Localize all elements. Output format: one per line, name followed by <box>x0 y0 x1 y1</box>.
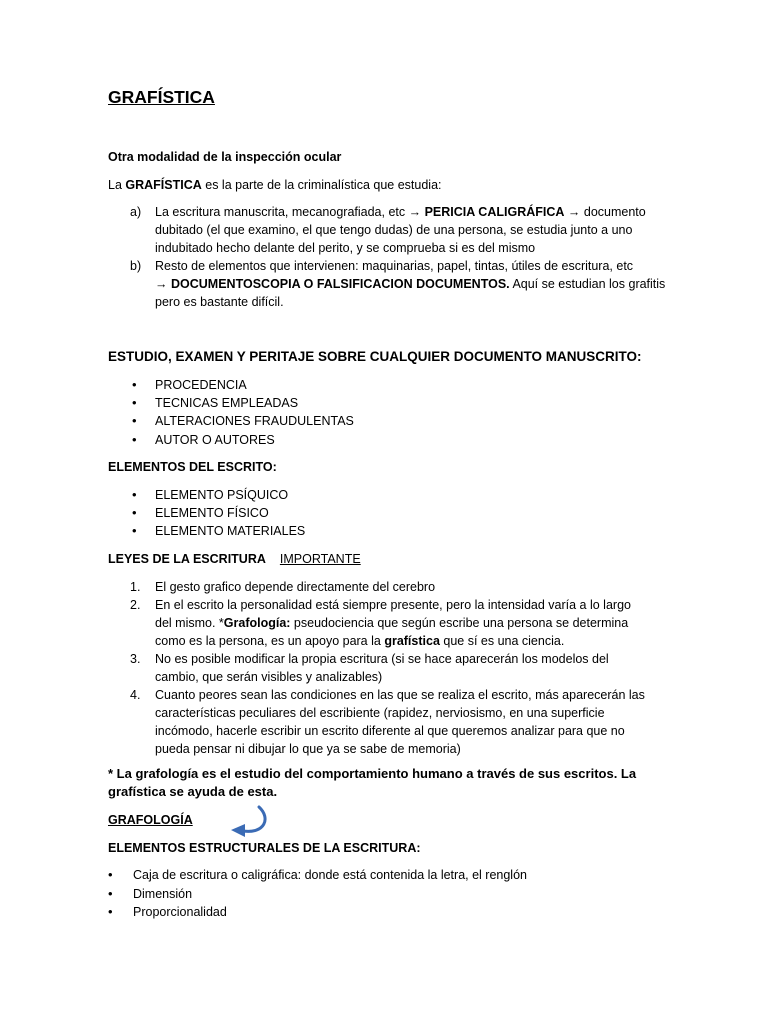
list-item <box>108 431 354 449</box>
list-item-line: En el escrito la personalidad está siempre presente, pero la intensidad varía a lo largo <box>155 598 631 612</box>
list-item <box>108 903 527 922</box>
bullet-icon: • <box>132 505 137 521</box>
bold-text: Grafología: <box>223 616 291 630</box>
list-item-line <box>155 614 668 632</box>
note-line: grafística se ayuda de esta. <box>108 784 278 799</box>
subtitle: Otra modalidad de la inspección ocular <box>108 150 342 164</box>
alpha-item <box>108 257 668 311</box>
list-item <box>108 486 305 504</box>
bullet-icon: • <box>132 413 137 429</box>
alpha-item <box>108 203 668 257</box>
list-item-line: incómodo, hacerle escribir un escrito diferente al que queremos analizar para que no <box>155 724 625 738</box>
intro-paragraph <box>108 176 442 194</box>
list-item <box>108 394 354 412</box>
list-item-line: cambio, que serán visibles y analizables) <box>155 670 383 684</box>
alpha-item-line <box>155 275 668 293</box>
alpha-item-line: Resto de elementos que intervienen: maquinarias, papel, tintas, útiles de escritura, etc <box>155 259 634 273</box>
list-item-text: Dimensión <box>133 886 193 901</box>
list-item <box>108 596 668 650</box>
heading-text: LEYES DE LA ESCRITURA <box>108 552 266 566</box>
page-title: GRAFÍSTICA <box>108 87 215 107</box>
note-paragraph <box>108 765 668 801</box>
bullet-icon: • <box>108 885 113 901</box>
list-item <box>108 885 527 904</box>
list-marker: a) <box>130 205 142 219</box>
text: pseudociencia que según escribe una persona se determina <box>290 616 629 630</box>
bullet-icon: • <box>108 867 113 882</box>
list-marker: b) <box>130 259 142 273</box>
bullet-icon: • <box>132 523 137 539</box>
bold-text: DOCUMENTOSCOPIA O FALSIFICACION DOCUMENTOS. <box>170 277 510 291</box>
bullet-icon: • <box>132 377 137 392</box>
alpha-item-line: pero es bastante difícil. <box>155 295 284 309</box>
list-marker: 4. <box>130 688 141 702</box>
alpha-item-line <box>155 203 668 221</box>
bold-text: grafística <box>384 634 440 648</box>
section-heading-elementos: ELEMENTOS DEL ESCRITO: <box>108 460 277 474</box>
list-item <box>108 650 668 686</box>
note-line: * La grafología es el estudio del comportamiento humano a través de sus escritos. La <box>108 766 637 781</box>
list-item-text: ELEMENTO PSÍQUICO <box>155 488 289 502</box>
list-item <box>108 504 305 522</box>
alpha-item-line: indubitado hecho delante del perito, y se comprueba si es del mismo <box>155 241 536 255</box>
list-item-line <box>155 632 668 650</box>
curved-arrow-icon <box>225 804 275 840</box>
list-item <box>108 412 354 430</box>
intro-text-bold: GRAFÍSTICA <box>125 178 202 192</box>
list-item-text: Proporcionalidad <box>133 905 227 919</box>
bullet-icon: • <box>108 904 113 919</box>
alpha-list <box>108 203 668 311</box>
list-item-text: ELEMENTO FÍSICO <box>155 506 269 521</box>
list-item-text: ELEMENTO MATERIALES <box>155 524 306 539</box>
text: → documento <box>564 205 646 219</box>
bold-text: PERICIA CALIGRÁFICA <box>424 205 565 219</box>
list-item-text: ALTERACIONES FRAUDULENTAS <box>155 414 354 429</box>
list-item <box>108 686 668 758</box>
bullet-icon: • <box>132 431 137 447</box>
list-item <box>108 866 527 885</box>
text: como es la persona, es un apoyo para la <box>155 634 385 648</box>
arrow-icon: → <box>155 277 171 291</box>
bullet-list-elementos <box>108 486 305 541</box>
text: La escritura manuscrita, mecanografiada, etc <box>155 205 409 219</box>
list-item-line: características peculiares del escribiente (rapidez, nerviosismo, en una superficie <box>155 706 605 720</box>
bullet-list-estudio <box>108 376 354 449</box>
list-marker: 3. <box>130 652 141 666</box>
list-item <box>108 376 354 394</box>
list-item <box>108 522 305 540</box>
text: que sí es una ciencia. <box>439 634 565 648</box>
list-item-line: pueda pensar ni dibujar lo que ya se sabe de memoria) <box>155 742 461 756</box>
arrow-icon: → <box>408 205 425 219</box>
list-item-line: El gesto grafico depende directamente del cerebro <box>155 580 436 594</box>
bullet-icon: • <box>132 487 137 502</box>
list-item-line: No es posible modificar la propia escritura (si se hace aparecerán los modelos del <box>155 652 609 666</box>
list-item-text: Caja de escritura o caligráfica: donde está contenida la letra, el renglón <box>133 868 527 882</box>
important-tag: IMPORTANTE <box>279 552 361 566</box>
list-item-text: AUTOR O AUTORES <box>155 432 275 447</box>
bullet-list-estructurales <box>108 866 527 922</box>
section-heading-estructurales: ELEMENTOS ESTRUCTURALES DE LA ESCRITURA: <box>108 841 421 855</box>
list-marker: 2. <box>130 598 141 612</box>
list-item <box>108 578 668 596</box>
section-heading-estudio: ESTUDIO, EXAMEN Y PERITAJE SOBRE CUALQUIER DOCUMENTO MANUSCRITO: <box>108 349 642 364</box>
bullet-icon: • <box>132 395 137 411</box>
numbered-list-leyes <box>108 578 668 758</box>
list-item-text: PROCEDENCIA <box>155 378 247 392</box>
section-heading-grafologia: GRAFOLOGÍA <box>108 813 193 827</box>
list-marker: 1. <box>130 580 141 594</box>
text: del mismo. * <box>155 616 224 630</box>
list-item-line: Cuanto peores sean las condiciones en las que se realiza el escrito, más aparecerán las <box>155 688 645 702</box>
text: Aquí se estudian los grafitis <box>509 277 666 291</box>
intro-text-pre: La <box>108 178 126 192</box>
alpha-item-line: dubitado (el que examino, el que tengo dudas) de una persona, se estudia junto a uno <box>155 223 633 237</box>
intro-text-post: es la parte de la criminalística que estudia: <box>201 178 442 192</box>
list-item-text: TECNICAS EMPLEADAS <box>155 396 299 411</box>
section-heading-leyes <box>108 550 361 568</box>
